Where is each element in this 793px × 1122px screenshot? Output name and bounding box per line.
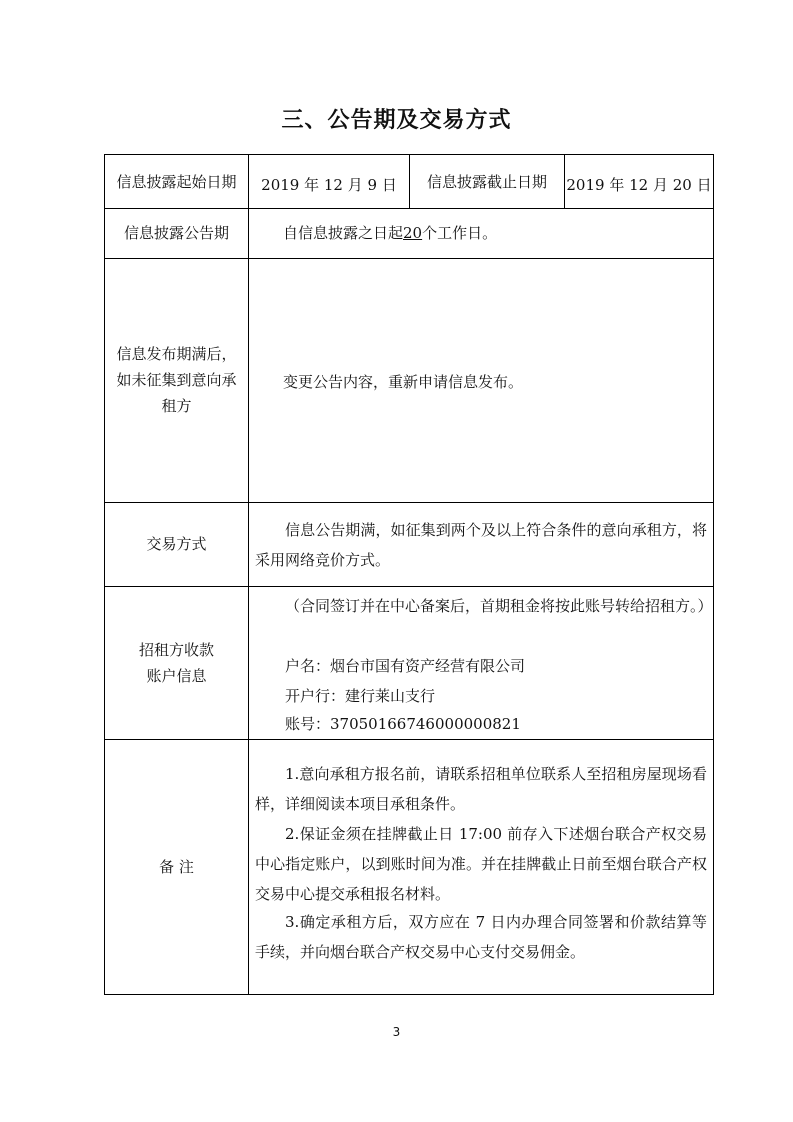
trade-value: 信息公告期满，如征集到两个及以上符合条件的意向承租方，将采用网络竞价方式。 [255,521,707,569]
section-title: 三、公告期及交易方式 [281,108,512,133]
period-days: 20 [403,224,423,242]
account-note: （合同签订并在中心备案后，首期租金将按此账号转给招租方。） [285,597,713,615]
account-label [105,586,248,739]
end-date-label: 信息披露截止日期 [426,172,547,191]
expire-label-line: 如未征集到意向承 [116,371,237,389]
account-bank: 开户行：建行莱山支行 [285,687,436,705]
account-label-line: 招租方收款 [138,640,214,659]
period-prefix: 自信息披露之日起 [283,224,404,242]
period-value [283,221,703,245]
page-number: 3 [392,1025,401,1039]
account-number: 账号：37050166746000000821 [285,715,521,733]
trade-label: 交易方式 [146,535,207,553]
remark-item-2: 2.保证金须在挂牌截止日 17:00 前存入下述烟台联合产权交易中心指定账户，以到账时间为准。并在挂牌截止日前至烟台联合产权交易中心提交承租报名材料。 [255,825,707,903]
period-label: 信息披露公告期 [123,224,229,242]
start-date-label: 信息披露起始日期 [116,172,237,191]
expire-label-line: 租方 [161,397,192,415]
expire-label [105,258,248,502]
account-label-line: 账户信息 [146,666,207,685]
remark-item-3: 3.确定承租方后，双方应在 7 日内办理合同签署和价款结算等手续，并向烟台联合产权交易中心支付交易佣金。 [255,913,707,961]
expire-value: 变更公告内容，重新申请信息发布。 [283,373,524,391]
expire-label-line: 信息发布期满后， [116,345,237,363]
account-name: 户名：烟台市国有资产经营有限公司 [285,657,526,675]
remark-item-1: 1.意向承租方报名前，请联系招租单位联系人至招租房屋现场看样，详细阅读本项目承租条件。 [255,765,707,813]
period-suffix: 个工作日。 [422,224,498,242]
end-date-value: 2019 年 12 月 20 日 [566,175,712,194]
column-divider [248,155,249,994]
start-date-value: 2019 年 12 月 9 日 [261,175,397,194]
info-table [104,154,714,995]
remarks-label: 备 注 [159,857,194,876]
